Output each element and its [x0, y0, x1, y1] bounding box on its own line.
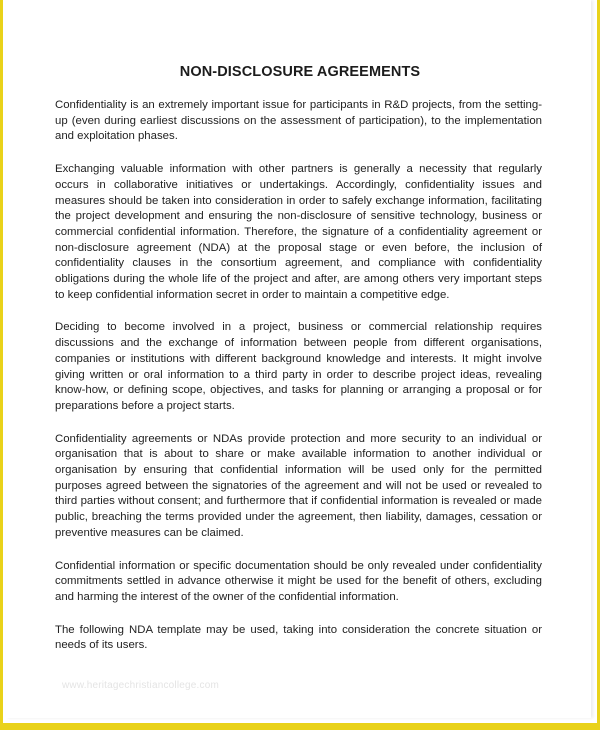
document-body: [55, 98, 542, 671]
paragraph-5: Confidential information or specific documentation should be only revealed under confidentiality commitments settled in advance otherwise it might be used for the benefit of others, excluding and harming the interest of the owner of the confidential information.: [55, 559, 542, 603]
paragraph-2: Exchanging valuable information with other partners is generally a necessity that regularly occurs in collaborative initiatives or undertakings. Accordingly, confidentiality issues and measures should be taken into consideration in order to safely exchange information, facilitating the project development and ensuring the non-disclosure of sensitive technology, business or commercial confidential information. Therefore, the signature of a confidentiality agreement or non-disclosure agreement (NDA) at the proposal stage or even before, the inclusion of confidentiality clauses in the consortium agreement, and compliance with confidentiality obligations during the whole life of the project and after, are among others very important steps to keep confidential information secret in order to maintain a competitive edge.: [55, 163, 542, 301]
paragraph-3: Deciding to become involved in a project, business or commercial relationship requires discussions and the exchange of information between people from different organisations, companies or institutions with different background knowledge and interests. It might involve giving written or oral information to a third party in order to describe project ideas, revealing know-how, or defining scope, objectives, and tasks for planning or arranging a proposal or for preparations before a project starts.: [55, 321, 542, 412]
paragraph-6: The following NDA template may be used, taking into consideration the concrete situation or needs of its users.: [55, 623, 542, 652]
watermark: www.heritagechristiancollege.com: [62, 680, 220, 691]
paragraph-4: Confidentiality agreements or NDAs provide protection and more security to an individual or organisation that is about to share or make available information to another individual or organisation by ensuring that confidential information will be used only for the permitted purposes agreed between the signatories of the agreement and will not be used or revealed to third parties without consent; and furthermore that if confidential information is revealed or made public, breaching the terms provided under the agreement, then liability, damages, cessation or preventive measures can be claimed.: [55, 432, 542, 539]
paragraph-1: Confidentiality is an extremely important issue for participants in R&D projects, from the setting-up (even during earliest discussions on the assessment of participation), to the implementation and exploitation phases.: [55, 99, 542, 143]
document-title: NON-DISCLOSURE AGREEMENTS: [179, 64, 421, 80]
